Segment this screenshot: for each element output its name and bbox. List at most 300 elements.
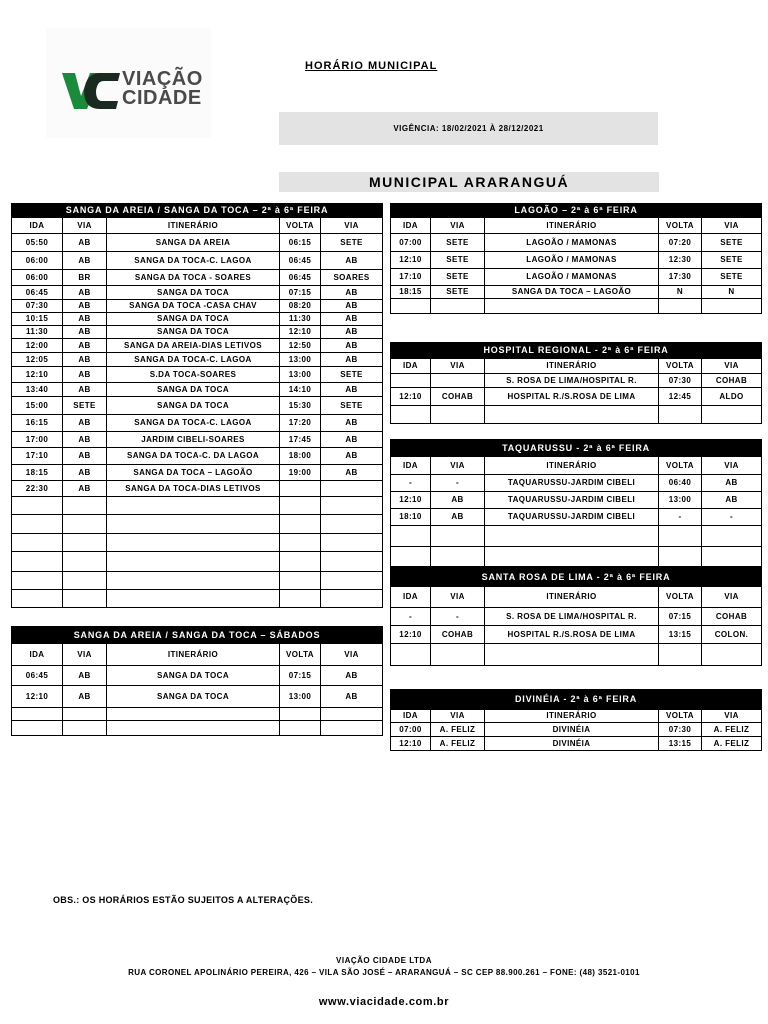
table-cell: AB [63, 448, 107, 465]
column-header: VOLTA [280, 644, 321, 666]
table-row [12, 448, 383, 465]
column-header: VIA [63, 218, 107, 234]
table-cell: ALDO [702, 388, 762, 406]
table-cell: SANGA DA TOCA – LAGOÃO [485, 286, 659, 299]
logo-text [122, 70, 203, 108]
table-cell: SANGA DA TOCA -CASA CHAV [107, 300, 280, 313]
table-cell [321, 552, 383, 572]
table-cell [702, 547, 762, 567]
table-cell [659, 526, 702, 547]
table-cell [391, 406, 431, 424]
table-cell [12, 708, 63, 721]
table-cell: 12:10 [391, 388, 431, 406]
column-header: VIA [431, 457, 485, 475]
table-cell: 12:05 [12, 353, 63, 367]
column-header-row [391, 359, 762, 374]
table-row [391, 234, 762, 252]
table-cell: 07:15 [280, 286, 321, 300]
table-title-row [12, 204, 383, 218]
table-row [391, 547, 762, 567]
table-cell: SANGA DA TOCA-C. LAGOA [107, 353, 280, 367]
column-header: VOLTA [659, 359, 702, 374]
footer-company: VIAÇÃO CIDADE LTDA [336, 956, 432, 965]
table-cell: 06:00 [12, 252, 63, 270]
table-row [391, 626, 762, 644]
table-cell [391, 526, 431, 547]
table-cell: AB [63, 252, 107, 270]
table-cell: AB [321, 415, 383, 432]
column-header: VIA [702, 359, 762, 374]
table-row [391, 252, 762, 269]
table-cell: AB [321, 252, 383, 270]
table-row [391, 374, 762, 388]
table-cell: 06:45 [12, 286, 63, 300]
column-header: ITINERÁRIO [485, 359, 659, 374]
table-cell: 15:00 [12, 397, 63, 415]
table-cell [12, 497, 63, 515]
table-cell [321, 708, 383, 721]
logo-line-2: CIDADE [122, 87, 202, 109]
table-row [391, 492, 762, 509]
footer-website[interactable]: www.viacidade.com.br [318, 996, 450, 1008]
column-header: VIA [431, 587, 485, 608]
table-cell: AB [321, 383, 383, 397]
table-cell: 13:00 [280, 367, 321, 383]
column-header: VIA [702, 587, 762, 608]
table-cell [431, 406, 485, 424]
table-row [12, 252, 383, 270]
table-cell: 07:00 [391, 234, 431, 252]
table-cell: 12:10 [391, 492, 431, 509]
schedule-table-taquarussu [390, 439, 762, 567]
table-row [12, 286, 383, 300]
table-row [12, 313, 383, 326]
column-header: VOLTA [659, 457, 702, 475]
table-row [391, 509, 762, 526]
table-row [12, 300, 383, 313]
table-row [12, 666, 383, 686]
table-cell: AB [63, 326, 107, 339]
table-cell [280, 721, 321, 736]
table-cell: 07:20 [659, 234, 702, 252]
column-header: IDA [391, 587, 431, 608]
table-cell: SETE [431, 252, 485, 269]
table-cell: 07:30 [659, 374, 702, 388]
table-cell: AB [63, 353, 107, 367]
table-cell: LAGOÃO / MAMONAS [485, 252, 659, 269]
table-title: HOSPITAL REGIONAL - 2ª à 6ª FEIRA [391, 343, 762, 359]
table-cell: 17:30 [659, 269, 702, 286]
table-cell [107, 497, 280, 515]
table-row [391, 723, 762, 737]
column-header: ITINERÁRIO [485, 710, 659, 723]
table-cell: AB [63, 465, 107, 481]
table-cell: SETE [702, 269, 762, 286]
table-cell: A. FELIZ [702, 737, 762, 751]
table-cell: TAQUARUSSU-JARDIM CIBELI [485, 492, 659, 509]
table-row [391, 388, 762, 406]
table-row [12, 515, 383, 534]
table-cell: 12:00 [12, 339, 63, 353]
table-cell [431, 374, 485, 388]
table-cell: 12:10 [391, 737, 431, 751]
table-cell: COLON. [702, 626, 762, 644]
table-cell: 07:30 [659, 723, 702, 737]
table-cell [321, 497, 383, 515]
table-cell: AB [321, 353, 383, 367]
table-cell: A. FELIZ [431, 737, 485, 751]
observation-note: OBS.: OS HORÁRIOS ESTÃO SUJEITOS A ALTERAÇÕES. [53, 895, 313, 905]
table-cell: 17:10 [12, 448, 63, 465]
table-cell: 12:10 [391, 626, 431, 644]
table-row [391, 475, 762, 492]
table-cell [280, 552, 321, 572]
table-cell: - [659, 509, 702, 526]
table-cell [431, 644, 485, 666]
table-cell [107, 572, 280, 590]
table-cell: 18:00 [280, 448, 321, 465]
table-cell: DIVINÉIA [485, 723, 659, 737]
vc-logo-icon [60, 71, 122, 111]
table-cell: 12:45 [659, 388, 702, 406]
column-header: VOLTA [280, 218, 321, 234]
column-header: VOLTA [659, 710, 702, 723]
column-header: VIA [321, 644, 383, 666]
table-cell: SETE [702, 252, 762, 269]
table-cell: BR [63, 270, 107, 286]
table-cell [485, 299, 659, 314]
table-cell: 06:15 [280, 234, 321, 252]
page-title: HORÁRIO MUNICIPAL [305, 60, 438, 72]
table-cell: AB [431, 492, 485, 509]
table-cell [702, 406, 762, 424]
table-cell: SETE [63, 397, 107, 415]
table-cell: DIVINÉIA [485, 737, 659, 751]
table-cell: AB [63, 383, 107, 397]
table-cell [107, 708, 280, 721]
table-cell [321, 721, 383, 736]
table-cell: 12:10 [280, 326, 321, 339]
table-cell: 12:10 [12, 686, 63, 708]
schedule-table-divineia [390, 689, 762, 751]
column-header: IDA [391, 359, 431, 374]
table-cell: SANGA DA TOCA [107, 666, 280, 686]
column-header: ITINERÁRIO [485, 218, 659, 234]
table-row [12, 572, 383, 590]
table-cell: - [391, 608, 431, 626]
table-cell: 07:00 [391, 723, 431, 737]
table-cell: SANGA DA TOCA [107, 397, 280, 415]
column-header: VOLTA [659, 218, 702, 234]
table-cell: 13:00 [280, 686, 321, 708]
table-cell: SETE [702, 234, 762, 252]
table-row [12, 397, 383, 415]
table-cell: COHAB [702, 374, 762, 388]
table-row [12, 234, 383, 252]
table-cell: SETE [431, 269, 485, 286]
table-cell [63, 515, 107, 534]
table-row [12, 686, 383, 708]
table-cell [12, 515, 63, 534]
table-cell: 07:30 [12, 300, 63, 313]
table-cell: 18:10 [391, 509, 431, 526]
table-cell: 17:00 [12, 432, 63, 448]
table-cell: - [391, 475, 431, 492]
table-title: SANTA ROSA DE LIMA - 2ª à 6ª FEIRA [391, 568, 762, 587]
table-cell: 13:15 [659, 737, 702, 751]
table-cell [391, 644, 431, 666]
table-cell: 14:10 [280, 383, 321, 397]
table-cell: - [431, 608, 485, 626]
table-cell: SANGA DA AREIA-DIAS LETIVOS [107, 339, 280, 353]
table-row [12, 432, 383, 448]
table-cell [280, 497, 321, 515]
table-title-row [391, 440, 762, 457]
table-cell: SANGA DA TOCA – LAGOÃO [107, 465, 280, 481]
table-cell: AB [431, 509, 485, 526]
table-cell: TAQUARUSSU-JARDIM CIBELI [485, 509, 659, 526]
table-cell: LAGOÃO / MAMONAS [485, 234, 659, 252]
table-cell [321, 534, 383, 552]
table-cell: SETE [321, 234, 383, 252]
table-cell [12, 721, 63, 736]
table-cell: N [659, 286, 702, 299]
table-cell [12, 590, 63, 608]
table-cell: COHAB [431, 626, 485, 644]
table-cell: 07:15 [280, 666, 321, 686]
table-cell: 15:30 [280, 397, 321, 415]
table-cell [280, 590, 321, 608]
table-cell [12, 572, 63, 590]
table-row [12, 552, 383, 572]
table-cell: SETE [431, 234, 485, 252]
table-cell: A. FELIZ [431, 723, 485, 737]
table-cell [280, 534, 321, 552]
table-row [391, 286, 762, 299]
table-row [391, 406, 762, 424]
table-cell [391, 374, 431, 388]
table-cell: AB [321, 286, 383, 300]
column-header-row [391, 587, 762, 608]
table-title-row [391, 204, 762, 218]
table-row [12, 326, 383, 339]
table-cell: 13:00 [280, 353, 321, 367]
table-cell: N [702, 286, 762, 299]
table-row [12, 721, 383, 736]
table-cell: 06:00 [12, 270, 63, 286]
table-cell: 12:10 [12, 367, 63, 383]
table-cell: 17:20 [280, 415, 321, 432]
table-cell [63, 572, 107, 590]
table-cell [280, 515, 321, 534]
table-cell: AB [702, 492, 762, 509]
table-cell: AB [321, 448, 383, 465]
table-cell [659, 547, 702, 567]
table-cell: 13:40 [12, 383, 63, 397]
table-title-row [12, 627, 383, 644]
table-row [391, 299, 762, 314]
schedule-table-lagoao [390, 203, 762, 314]
table-cell: 13:15 [659, 626, 702, 644]
table-cell: AB [321, 339, 383, 353]
column-header: ITINERÁRIO [485, 587, 659, 608]
schedule-table-sanga-sabados [11, 626, 383, 736]
table-cell: 07:15 [659, 608, 702, 626]
table-cell: AB [321, 686, 383, 708]
company-logo [46, 28, 211, 138]
table-cell [12, 552, 63, 572]
table-cell: SANGA DA TOCA [107, 686, 280, 708]
table-cell: S.DA TOCA-SOARES [107, 367, 280, 383]
table-cell: AB [63, 234, 107, 252]
table-row [391, 608, 762, 626]
table-cell: SETE [321, 367, 383, 383]
table-cell [280, 572, 321, 590]
schedule-table-santa-rosa [390, 567, 762, 666]
table-cell [391, 547, 431, 567]
table-row [12, 534, 383, 552]
table-cell: 06:40 [659, 475, 702, 492]
table-cell [702, 644, 762, 666]
validity-banner: VIGÊNCIA: 18/02/2021 À 28/12/2021 [279, 112, 658, 145]
table-cell: AB [63, 367, 107, 383]
table-row [12, 353, 383, 367]
column-header: IDA [12, 644, 63, 666]
table-title-row [391, 343, 762, 359]
table-cell [63, 708, 107, 721]
table-cell: 12:30 [659, 252, 702, 269]
table-row [12, 497, 383, 515]
table-title: LAGOÃO – 2ª à 6ª FEIRA [391, 204, 762, 218]
column-header: VIA [431, 710, 485, 723]
column-header: IDA [12, 218, 63, 234]
table-cell: SANGA DA TOCA [107, 313, 280, 326]
table-cell: 11:30 [12, 326, 63, 339]
table-cell: AB [321, 313, 383, 326]
column-header-row [12, 644, 383, 666]
column-header-row [391, 218, 762, 234]
table-cell: 22:30 [12, 481, 63, 497]
table-cell: JARDIM CIBELI-SOARES [107, 432, 280, 448]
table-cell: AB [321, 326, 383, 339]
table-cell: 12:50 [280, 339, 321, 353]
table-cell [431, 526, 485, 547]
table-cell: 17:10 [391, 269, 431, 286]
table-row [12, 367, 383, 383]
table-row [12, 465, 383, 481]
table-title-row [391, 690, 762, 710]
table-cell [63, 534, 107, 552]
table-cell [63, 590, 107, 608]
table-row [12, 270, 383, 286]
table-cell: AB [63, 300, 107, 313]
table-cell: AB [63, 313, 107, 326]
table-cell: SANGA DA TOCA [107, 326, 280, 339]
table-cell: 05:50 [12, 234, 63, 252]
column-header-row [12, 218, 383, 234]
table-cell: SANGA DA TOCA-C. LAGOA [107, 415, 280, 432]
table-cell: 13:00 [659, 492, 702, 509]
table-cell: AB [63, 339, 107, 353]
table-cell: SANGA DA TOCA - SOARES [107, 270, 280, 286]
table-cell: AB [63, 415, 107, 432]
table-cell: AB [321, 432, 383, 448]
table-row [12, 415, 383, 432]
table-row [391, 644, 762, 666]
table-cell [659, 644, 702, 666]
column-header: VIA [321, 218, 383, 234]
column-header-row [391, 710, 762, 723]
table-cell [702, 526, 762, 547]
table-cell: AB [321, 666, 383, 686]
table-row [12, 383, 383, 397]
column-header: ITINERÁRIO [485, 457, 659, 475]
table-cell: AB [321, 465, 383, 481]
table-row [391, 269, 762, 286]
table-cell: 10:15 [12, 313, 63, 326]
table-cell [431, 299, 485, 314]
column-header: VIA [431, 359, 485, 374]
table-cell [485, 526, 659, 547]
table-cell [659, 299, 702, 314]
table-cell [63, 721, 107, 736]
column-header: VIA [702, 457, 762, 475]
table-cell: SANGA DA TOCA [107, 383, 280, 397]
table-title: SANGA DA AREIA / SANGA DA TOCA – SÁBADOS [12, 627, 383, 644]
table-cell: 06:45 [280, 252, 321, 270]
table-cell [485, 644, 659, 666]
table-cell: - [431, 475, 485, 492]
table-cell [12, 534, 63, 552]
table-row [12, 339, 383, 353]
table-cell: SANGA DA AREIA [107, 234, 280, 252]
table-cell [485, 547, 659, 567]
table-title: DIVINÉIA - 2ª à 6ª FEIRA [391, 690, 762, 710]
table-cell [321, 515, 383, 534]
column-header: ITINERÁRIO [107, 218, 280, 234]
column-header: VIA [702, 218, 762, 234]
table-cell: SANGA DA TOCA-DIAS LETIVOS [107, 481, 280, 497]
footer-address: RUA CORONEL APOLINÁRIO PEREIRA, 426 – VILA SÃO JOSÉ – ARARANGUÁ – SC CEP 88.900.261 – FONE: (48) 3521-0101 [128, 968, 640, 977]
table-cell: COHAB [702, 608, 762, 626]
table-cell [391, 299, 431, 314]
schedule-table-hospital-regional [390, 342, 762, 424]
table-cell [63, 497, 107, 515]
column-header: IDA [391, 218, 431, 234]
table-row [12, 708, 383, 721]
table-title-row [391, 568, 762, 587]
table-cell: AB [321, 300, 383, 313]
column-header: VIA [63, 644, 107, 666]
table-cell [107, 590, 280, 608]
table-cell: 18:15 [12, 465, 63, 481]
table-cell: 12:10 [391, 252, 431, 269]
table-cell: SETE [431, 286, 485, 299]
table-cell [107, 534, 280, 552]
table-row [12, 590, 383, 608]
table-cell [321, 572, 383, 590]
table-cell: AB [63, 686, 107, 708]
table-cell [702, 299, 762, 314]
table-cell [321, 481, 383, 497]
table-cell [107, 721, 280, 736]
table-cell [659, 406, 702, 424]
column-header: ITINERÁRIO [107, 644, 280, 666]
table-cell: SANGA DA TOCA [107, 286, 280, 300]
column-header: IDA [391, 457, 431, 475]
table-cell: 11:30 [280, 313, 321, 326]
table-cell: SOARES [321, 270, 383, 286]
